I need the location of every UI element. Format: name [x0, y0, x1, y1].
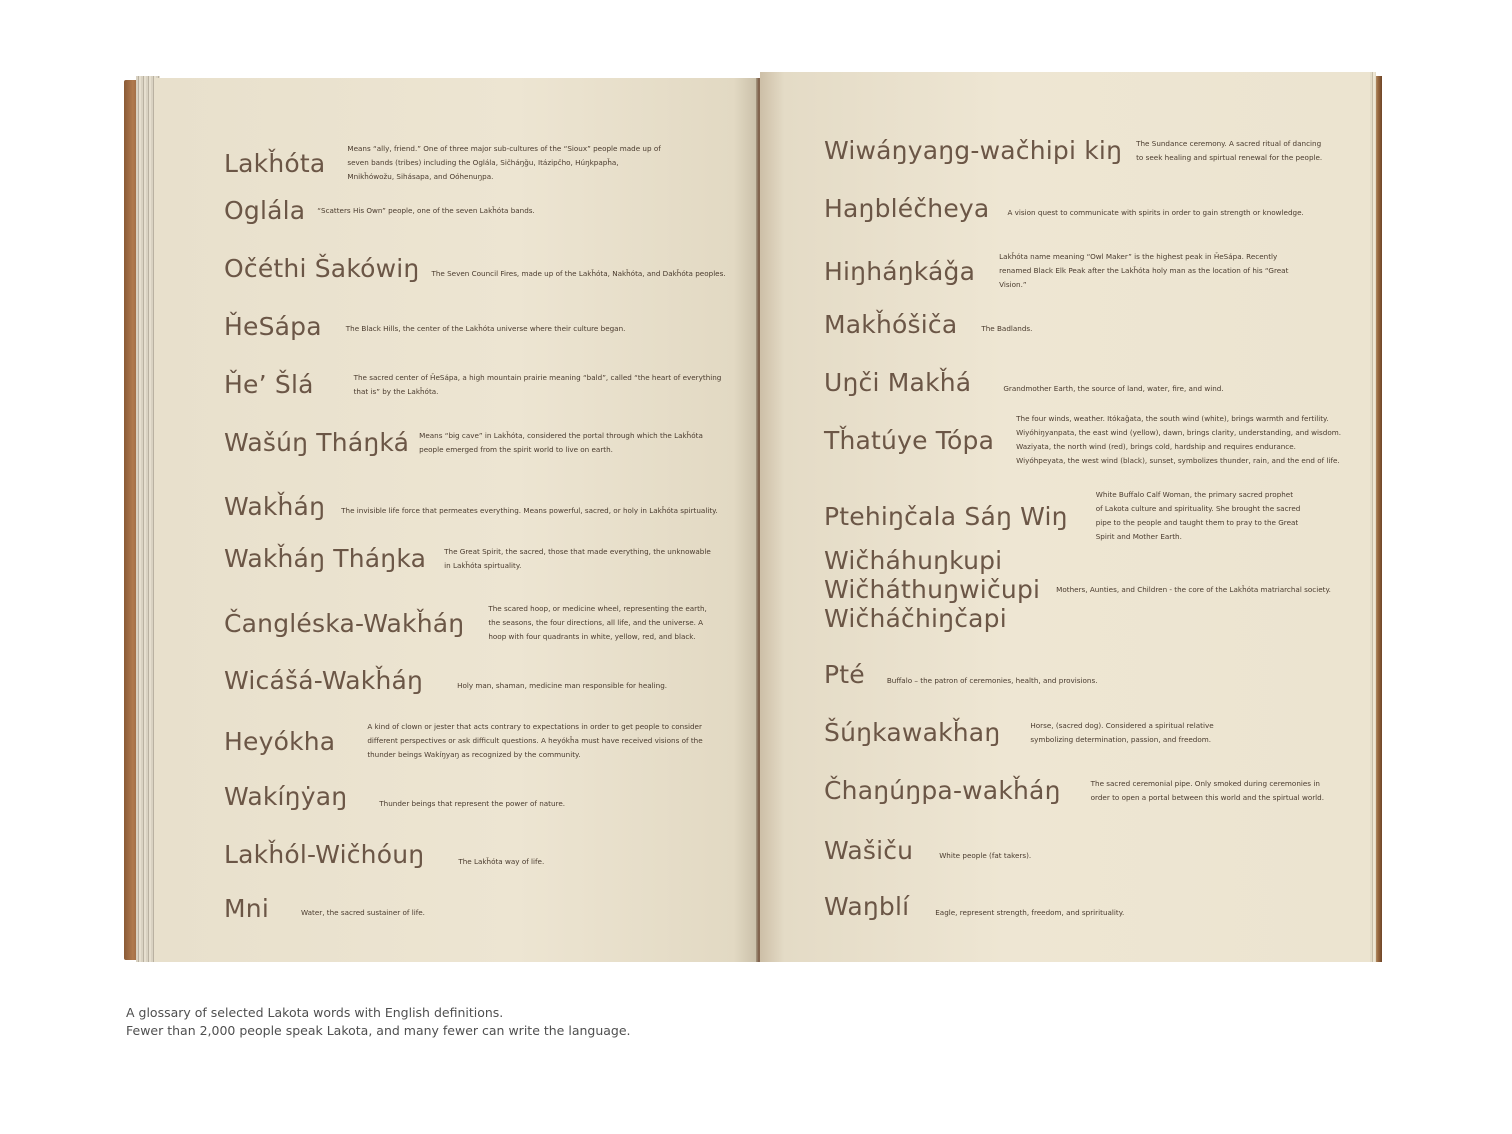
- glossary-term: Wičháthuŋwičupi: [824, 575, 1041, 604]
- caption-line: A glossary of selected Lakota words with English definitions.: [126, 1005, 504, 1020]
- glossary-term: Wakȟáŋ Tháŋka: [224, 544, 427, 573]
- left-page: [154, 78, 758, 962]
- glossary-term: Ptehiŋčala Sáŋ Wiŋ: [824, 501, 1068, 531]
- glossary-entry: [824, 892, 1175, 921]
- glossary-term: Wičháhuŋkupi: [824, 546, 1003, 575]
- glossary-definition: Thunder beings that represent the power of nature.: [379, 798, 566, 808]
- glossary-entry: [224, 894, 541, 923]
- glossary-definition: Holy man, shaman, medicine man responsible for healing.: [457, 680, 668, 690]
- glossary-definition: Buffalo – the patron of ceremonies, health, and provisions.: [886, 675, 1098, 685]
- glossary-entry: [224, 196, 597, 225]
- glossary-entry: [224, 666, 717, 695]
- glossary-entry: [224, 782, 659, 811]
- glossary-term-group: [824, 546, 1040, 633]
- glossary-term: Oglála: [224, 196, 306, 225]
- glossary-entry: [824, 368, 1243, 397]
- glossary-term: Pté: [824, 660, 865, 689]
- glossary-term: Ȟe’ Šlá: [224, 370, 314, 399]
- glossary-term: Hiŋháŋkáǧa: [824, 256, 976, 286]
- glossary-entry: [224, 428, 709, 457]
- glossary-definition: The Great Spirit, the sacred, those that made everything, the unknowable in Lakȟóta spirtuality.: [444, 546, 711, 570]
- glossary-term: Waŋblí: [824, 892, 910, 921]
- glossary-term: Wiwáŋyaŋg-wačhipi kiŋ: [824, 136, 1123, 165]
- glossary-definition: Grandmother Earth, the source of land, water, fire, and wind.: [1003, 383, 1224, 393]
- glossary-definition: The Seven Council Fires, made up of the Lakȟóta, Nakȟóta, and Dakȟóta peoples.: [431, 268, 726, 278]
- glossary-term: Haŋbléčheya: [824, 194, 990, 223]
- glossary-entry: [824, 194, 1307, 223]
- glossary-term: Wašiču: [824, 836, 914, 865]
- glossary-entry: [824, 488, 1302, 544]
- glossary-definition: The Badlands.: [981, 323, 1033, 333]
- glossary-entry: [224, 840, 658, 869]
- right-page: [760, 72, 1370, 962]
- glossary-definition: Water, the sacred sustainer of life.: [300, 907, 425, 917]
- image-caption: [126, 1004, 631, 1040]
- glossary-entry: [224, 544, 714, 573]
- glossary-entry: [824, 250, 1309, 292]
- glossary-entry: [824, 546, 1346, 633]
- glossary-entry: [824, 776, 1331, 805]
- glossary-term: Očéthi Šakówiŋ: [224, 254, 420, 283]
- glossary-term: Čhaŋúŋpa-wakȟáŋ: [824, 776, 1061, 805]
- glossary-term: Šúŋkawakȟaŋ: [824, 718, 1001, 747]
- glossary-definition: The sacred center of ȞeSápa, a high mountain prairie meaning “bald”, called “the heart of everything that is” by the Lakȟóta.: [353, 372, 722, 396]
- glossary-entry: [224, 492, 721, 521]
- open-book: [124, 72, 1382, 962]
- glossary-definition: A kind of clown or jester that acts contrary to expectations in order to get people to consider different perspectives or ask difficult questions. A heyókȟa must have received visions of the thunder beings Wakíŋyaŋ as recognized by the community.: [367, 722, 703, 759]
- glossary-entry: [224, 254, 741, 283]
- glossary-entry: [224, 370, 724, 399]
- glossary-definition: Means “big cave” in Lakȟóta, considered the portal through which the Lakȟóta people emerged from the spirit world to live on earth.: [419, 430, 703, 454]
- glossary-entry: [824, 660, 1127, 689]
- glossary-entry: [824, 412, 1346, 468]
- glossary-definition: The Sundance ceremony. A sacred ritual of dancing to seek healing and spirtual renewal for the people.: [1136, 138, 1323, 162]
- glossary-definition: Horse, (sacred dog). Considered a spiritual relative symbolizing determination, passion, and freedom.: [1030, 720, 1214, 744]
- glossary-term: Wicášá-Wakȟáŋ: [224, 666, 424, 695]
- glossary-definition: The Lakȟóta way of life.: [458, 856, 545, 866]
- glossary-entry: [224, 602, 718, 644]
- glossary-entry: [224, 312, 646, 341]
- glossary-term: Čangléska-Wakȟáŋ: [224, 608, 465, 638]
- glossary-term: Makȟóšiča: [824, 310, 958, 339]
- glossary-term: Wičháčhiŋčapi: [824, 604, 1007, 633]
- glossary-definition: White Buffalo Calf Woman, the primary sacred prophet of Lakota culture and spirituality. She brought the sacred pipe to the people and taught them to pray to the Great Spirit and Mother Earth.: [1095, 490, 1301, 541]
- glossary-definition: White people (fat takers).: [939, 850, 1032, 860]
- caption-line: Fewer than 2,000 people speak Lakota, and many fewer can write the language.: [126, 1023, 631, 1038]
- glossary-entry: [224, 142, 667, 184]
- glossary-entry: [224, 720, 727, 762]
- glossary-definition: Eagle, represent strength, freedom, and sprirituality.: [935, 907, 1125, 917]
- glossary-term: Heyókha: [224, 726, 336, 756]
- glossary-definition: The invisible life force that permeates everything. Means powerful, sacred, or holy in Lakȟóta spirtuality.: [341, 505, 718, 515]
- glossary-definition: The sacred ceremonial pipe. Only smoked during ceremonies in order to open a portal between this world and the spirtual world.: [1090, 778, 1325, 802]
- glossary-definition: A vision quest to communicate with spirits in order to gain strength or knowledge.: [1007, 207, 1304, 217]
- glossary-definition: Lakȟóta name meaning “Owl Maker” is the highest peak in ȞeSápa. Recently renamed Black Elk Peak after the Lakȟóta holy man as the location of his “Great Vision.”: [999, 252, 1289, 289]
- glossary-definition: The four winds, weather. Itókaǧata, the south wind (white), brings warmth and fertility. Wiyóhiŋyanpata, the east wind (yellow), dawn, brings clarity, understanding, and wisdom. Waziyata, the north wind (red), brings cold, hardship and requires endurance. Wiyóhpeyata, the west wind (black), sunset, symbolizes thunder, rain, and the end of life.: [1016, 414, 1342, 465]
- glossary-definition: The scared hoop, or medicine wheel, representing the earth, the seasons, the four directions, all life, and the universe. A hoop with four quadrants in white, yellow, red, and black.: [488, 604, 707, 641]
- glossary-term: ȞeSápa: [224, 312, 322, 341]
- glossary-term: Uŋči Makȟá: [824, 368, 972, 397]
- glossary-definition: Means “ally, friend.” One of three major sub-cultures of the “Sioux” people made up of seven bands (tribes) including the Oglála, Sičháŋǧu, Itázipčho, Húŋkpapȟa, Mnikȟówožu, Sihásapa, and Oóhenuŋpa.: [347, 144, 661, 181]
- glossary-entry: [824, 136, 1326, 165]
- glossary-term: Mni: [224, 894, 269, 923]
- glossary-entry: [824, 310, 1081, 339]
- glossary-term: Wakíŋẏaŋ: [224, 782, 348, 811]
- glossary-definition: Mothers, Aunties, and Children - the core of the Lakȟóta matriarchal society.: [1056, 584, 1331, 594]
- glossary-definition: The Black Hills, the center of the Lakȟóta universe where their culture began.: [345, 323, 626, 333]
- glossary-term: Lakȟól-Wičhóuŋ: [224, 840, 425, 869]
- glossary-entry: [824, 718, 1240, 747]
- glossary-entry: [824, 836, 1099, 865]
- glossary-term: Lakȟóta: [224, 148, 326, 178]
- glossary-definition: “Scatters His Own” people, one of the seven Lakȟóta bands.: [317, 205, 535, 215]
- glossary-term: Wakȟáŋ: [224, 492, 326, 521]
- glossary-term: Wašúŋ Tháŋká: [224, 428, 410, 457]
- glossary-term: Tȟatúye Tópa: [824, 425, 995, 455]
